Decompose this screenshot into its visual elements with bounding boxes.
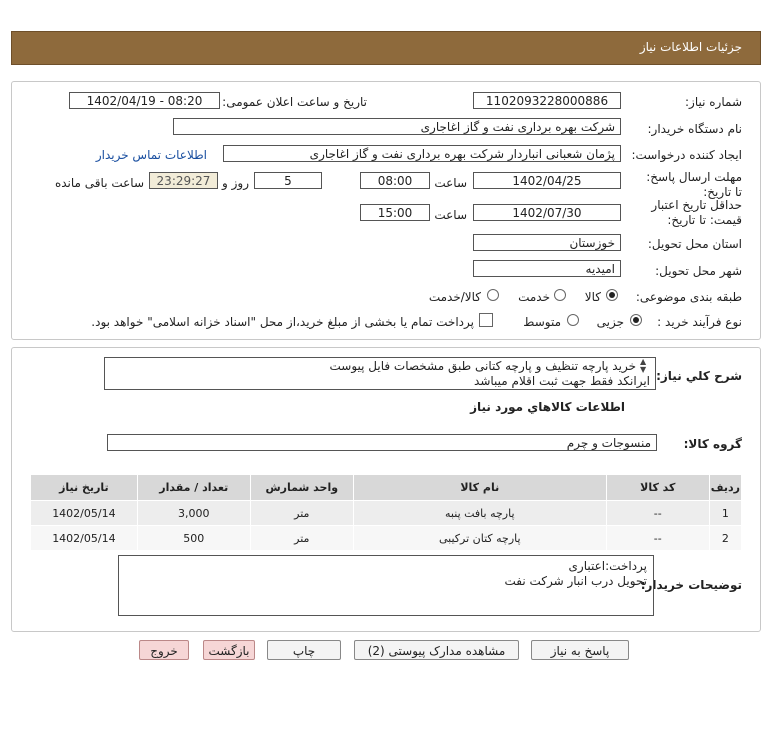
validity-time-label: ساعت	[434, 208, 467, 222]
cell-code: --	[606, 526, 709, 551]
cell-unit: متر	[250, 526, 353, 551]
table-header-row	[31, 475, 742, 501]
cell-quantity: 500	[137, 526, 250, 551]
announce-field: 1402/04/19 - 08:20	[69, 92, 220, 109]
category-label: طبقه بندی موضوعی:	[635, 290, 742, 304]
validity-time-field: 15:00	[360, 204, 430, 221]
col-row: ردیف	[709, 475, 741, 501]
city-field: امیدیه	[473, 260, 621, 277]
buyer-notes-label: توضیحات خریدار:	[640, 578, 742, 592]
col-code: کد کالا	[606, 475, 709, 501]
summary-line-2: ایرانکد فقط جهت ثبت اقلام میباشد	[474, 374, 650, 388]
back-button[interactable]: بازگشت	[203, 640, 255, 660]
province-label: استان محل تحویل:	[647, 237, 742, 251]
category-option-service: خدمت	[518, 290, 550, 304]
treasury-payment-note: پرداخت تمام یا بخشی از مبلغ خرید،از محل "اسناد خزانه اسلامی" خواهد بود.	[91, 315, 474, 329]
table-row	[31, 501, 742, 526]
treasury-payment-checkbox[interactable]	[479, 313, 493, 327]
days-label: روز و	[222, 176, 249, 190]
category-radio-service[interactable]	[554, 289, 566, 301]
process-radio-minor[interactable]	[630, 314, 642, 326]
cell-unit: متر	[250, 501, 353, 526]
process-label: نوع فرآیند خرید :	[657, 315, 742, 329]
cell-row: 2	[709, 526, 741, 551]
cell-row: 1	[709, 501, 741, 526]
scroll-arrows-icon[interactable]: ▲ ▼	[640, 357, 647, 374]
cell-quantity: 3,000	[137, 501, 250, 526]
cell-date: 1402/05/14	[31, 501, 138, 526]
buyer-contact-link[interactable]: اطلاعات تماس خریدار	[95, 148, 207, 162]
process-option-minor: جزیی	[596, 315, 624, 329]
city-label: شهر محل تحویل:	[655, 264, 742, 278]
buyer-notes-line-2: تحویل درب انبار شرکت نفت	[504, 574, 647, 588]
category-option-goods: کالا	[584, 290, 601, 304]
validity-date-field: 1402/07/30	[473, 204, 621, 221]
need-number-label: شماره نیاز:	[685, 95, 742, 109]
cell-date: 1402/05/14	[31, 526, 138, 551]
view-attachments-button[interactable]: مشاهده مدارک پیوستی (2)	[354, 640, 519, 660]
col-quantity: تعداد / مقدار	[137, 475, 250, 501]
reply-button[interactable]: پاسخ به نیاز	[531, 640, 629, 660]
cell-name: پارچه کتان ترکیبی	[353, 526, 606, 551]
deadline-label: مهلت ارسال پاسخ: تا تاریخ:	[646, 170, 742, 199]
buyer-org-label: نام دستگاه خریدار:	[647, 122, 742, 136]
items-table	[30, 474, 742, 551]
deadline-time-field: 08:00	[360, 172, 430, 189]
category-radio-goods-service[interactable]	[487, 289, 499, 301]
validity-label: حداقل تاریخ اعتبار قیمت: تا تاریخ:	[651, 198, 742, 227]
buyer-notes-line-1: پرداخت:اعتباری	[568, 559, 647, 573]
exit-button[interactable]: خروج	[139, 640, 189, 660]
items-heading: اطلاعات كالاهاي مورد نياز	[470, 400, 625, 414]
creator-label: ایجاد کننده درخواست:	[631, 148, 742, 162]
page-header	[11, 31, 761, 65]
col-unit: واحد شمارش	[250, 475, 353, 501]
summary-line-1: خرید پارچه تنظیف و پارچه کتانی طبق مشخصات فایل پیوست	[329, 359, 636, 373]
buyer-org-field: شرکت بهره برداری نفت و گاز اغاجاری	[173, 118, 621, 135]
summary-field	[104, 357, 656, 390]
days-field: 5	[254, 172, 322, 189]
announce-label: تاریخ و ساعت اعلان عمومی:	[222, 95, 367, 109]
summary-label: شرح كلي نياز:	[656, 369, 742, 383]
need-number-field: 1102093228000886	[473, 92, 621, 109]
category-radio-goods[interactable]	[606, 289, 618, 301]
deadline-date-field: 1402/04/25	[473, 172, 621, 189]
remaining-time-field: 23:29:27	[149, 172, 218, 189]
province-field: خوزستان	[473, 234, 621, 251]
cell-name: پارچه بافت پنبه	[353, 501, 606, 526]
print-button[interactable]: چاپ	[267, 640, 341, 660]
group-field: منسوجات و چرم	[107, 434, 657, 451]
deadline-time-label: ساعت	[434, 176, 467, 190]
group-label: گروه کالا:	[683, 437, 742, 451]
process-radio-medium[interactable]	[567, 314, 579, 326]
remaining-label: ساعت باقی مانده	[54, 176, 144, 190]
buyer-notes-field	[118, 555, 654, 616]
col-date: تاریخ نیاز	[31, 475, 138, 501]
page-title: جزئیات اطلاعات نیاز	[639, 40, 742, 54]
creator-field: پژمان شعبانی انباردار شرکت بهره برداری نفت و گاز اغاجاری	[223, 145, 621, 162]
process-option-medium: متوسط	[523, 315, 561, 329]
table-row	[31, 526, 742, 551]
col-name: نام کالا	[353, 475, 606, 501]
category-option-goods-service: کالا/خدمت	[428, 290, 481, 304]
cell-code: --	[606, 501, 709, 526]
